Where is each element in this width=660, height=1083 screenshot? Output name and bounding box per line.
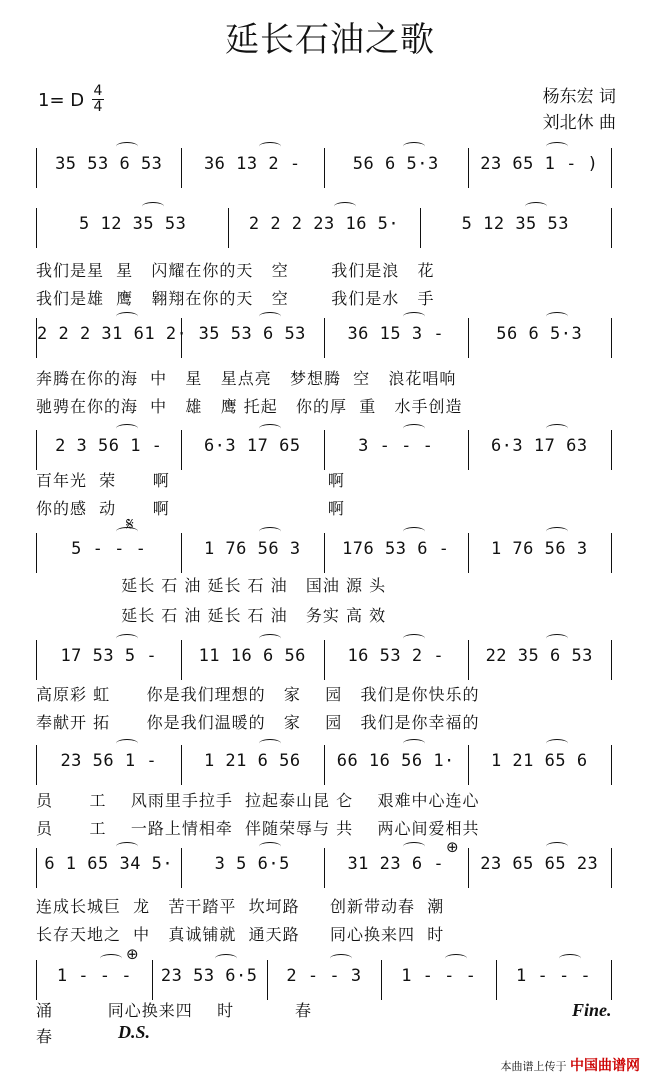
barline bbox=[181, 848, 182, 888]
staff-system-3 bbox=[36, 318, 612, 358]
lyricist-credit: 杨东宏 词 bbox=[542, 87, 616, 107]
lyrics-verse-2: 你的感 动 啊 啊 bbox=[36, 499, 345, 518]
measure: 5 - - - bbox=[71, 539, 147, 559]
lyrics-verse-2: 奉献开 拓 你是我们温暖的 家 园 我们是你幸福的 bbox=[36, 713, 480, 732]
barline bbox=[181, 533, 182, 573]
slur-arc bbox=[259, 739, 281, 748]
lyrics-verse-2: 员 工 一路上情相牵 伴随荣辱与 共 两心间爱相共 bbox=[36, 819, 480, 838]
measure: 66 16 56 1· bbox=[336, 751, 455, 771]
key-signature: 1= D bbox=[38, 90, 85, 111]
measure: 36 13 2 - bbox=[203, 154, 301, 174]
composer-credit: 刘北休 曲 bbox=[542, 113, 616, 133]
coda-mark-2: ⊕ bbox=[126, 945, 139, 963]
measure: 1 - - - bbox=[56, 966, 132, 986]
lyrics-verse-2: 春 bbox=[36, 1027, 54, 1046]
measure: 2 2 2 31 61 2· bbox=[37, 324, 188, 344]
measure: 5 12 35 53 bbox=[461, 214, 569, 234]
staff-system-2 bbox=[36, 208, 612, 248]
measure: 23 56 1 - bbox=[60, 751, 158, 771]
slur-arc bbox=[546, 312, 568, 321]
measure: 1 - - - bbox=[516, 966, 592, 986]
slur-arc bbox=[116, 142, 138, 151]
measure: 35 53 6 53 bbox=[55, 154, 163, 174]
barline bbox=[324, 745, 325, 785]
barline bbox=[468, 848, 469, 888]
staff-system-9 bbox=[36, 960, 612, 1000]
staff-system-4 bbox=[36, 430, 612, 470]
barline bbox=[324, 148, 325, 188]
slur-arc bbox=[116, 424, 138, 433]
footer bbox=[501, 1055, 641, 1075]
barline bbox=[228, 208, 229, 248]
slur-arc bbox=[403, 739, 425, 748]
measure: 6·3 17 63 bbox=[490, 436, 588, 456]
footer-brand[interactable]: 中国曲谱网 bbox=[570, 1058, 640, 1074]
measure: 6·3 17 65 bbox=[203, 436, 301, 456]
barline bbox=[324, 318, 325, 358]
barline bbox=[181, 640, 182, 680]
barline bbox=[468, 148, 469, 188]
barline bbox=[181, 430, 182, 470]
time-signature bbox=[92, 84, 104, 115]
lyrics-verse-1: 涌 同心换来四 时 春 bbox=[36, 1001, 312, 1020]
measure: 1 76 56 3 bbox=[203, 539, 301, 559]
slur-arc bbox=[546, 142, 568, 151]
coda-mark: ⊕ bbox=[446, 838, 459, 856]
lyrics-verse-1: 奔腾在你的海 中 星 星点亮 梦想腾 空 浪花唱响 bbox=[36, 369, 457, 388]
barline bbox=[381, 960, 382, 1000]
time-top: 4 bbox=[93, 83, 103, 99]
barline bbox=[468, 533, 469, 573]
lyrics-verse-1: 我们是星 星 闪耀在你的天 空 我们是浪 花 bbox=[36, 261, 435, 280]
measure: 16 53 2 - bbox=[347, 646, 445, 666]
measure: 22 35 6 53 bbox=[485, 646, 593, 666]
slur-arc bbox=[259, 527, 281, 536]
barline bbox=[324, 430, 325, 470]
slur-arc bbox=[546, 842, 568, 851]
measure: 23 65 65 23 bbox=[480, 854, 599, 874]
slur-arc bbox=[546, 634, 568, 643]
slur-arc bbox=[100, 954, 122, 963]
measure: 2 3 56 1 - bbox=[55, 436, 163, 456]
slur-arc bbox=[403, 142, 425, 151]
barline bbox=[420, 208, 421, 248]
lyrics-verse-1: 延长 石 油 延长 石 油 国油 源 头 bbox=[36, 576, 387, 595]
slur-arc bbox=[403, 527, 425, 536]
slur-arc bbox=[546, 424, 568, 433]
slur-arc bbox=[403, 424, 425, 433]
lyrics-verse-1: 高原彩 虹 你是我们理想的 家 园 我们是你快乐的 bbox=[36, 685, 480, 704]
slur-arc bbox=[330, 954, 352, 963]
ds-marking: D.S. bbox=[118, 1022, 151, 1042]
barline bbox=[468, 640, 469, 680]
measure: 1 76 56 3 bbox=[490, 539, 588, 559]
slur-arc bbox=[215, 954, 237, 963]
staff-system-5 bbox=[36, 533, 612, 573]
measure: 5 12 35 53 bbox=[78, 214, 187, 234]
slur-arc bbox=[403, 634, 425, 643]
measure: 35 53 6 53 bbox=[198, 324, 306, 344]
slur-arc bbox=[403, 842, 425, 851]
measure: 23 53 6·5 bbox=[160, 966, 258, 986]
measure: 31 23 6 - bbox=[347, 854, 445, 874]
barline bbox=[468, 745, 469, 785]
barline bbox=[181, 318, 182, 358]
measure: 3 5 6·5 bbox=[214, 854, 290, 874]
fine-marking: Fine. bbox=[572, 1000, 612, 1020]
measure: 2 - - 3 bbox=[286, 966, 362, 986]
barline bbox=[468, 430, 469, 470]
measure: 56 6 5·3 bbox=[496, 324, 583, 344]
slur-arc bbox=[259, 842, 281, 851]
slur-arc bbox=[142, 202, 164, 211]
footer-prefix: 本曲谱上传于 bbox=[500, 1060, 567, 1073]
slur-arc bbox=[116, 739, 138, 748]
measure: 17 53 5 - bbox=[60, 646, 158, 666]
page-title: 延长石油之歌 bbox=[225, 20, 435, 60]
lyrics-verse-2: 我们是雄 鹰 翱翔在你的天 空 我们是水 手 bbox=[36, 289, 435, 308]
slur-arc bbox=[559, 954, 581, 963]
barline bbox=[181, 745, 182, 785]
slur-arc bbox=[525, 202, 547, 211]
lyrics-verse-1: 员 工 风雨里手拉手 拉起泰山昆 仑 艰难中心连心 bbox=[36, 791, 480, 810]
segno-mark: 𝄋 bbox=[126, 514, 134, 535]
staff-system-8 bbox=[36, 848, 612, 888]
measure: 11 16 6 56 bbox=[198, 646, 306, 666]
measure: 1 21 6 56 bbox=[203, 751, 301, 771]
measure: 23 65 1 - ) bbox=[480, 154, 599, 174]
barline bbox=[324, 533, 325, 573]
time-bottom: 4 bbox=[93, 99, 103, 115]
measure: 176 53 6 - bbox=[342, 539, 450, 559]
slur-arc bbox=[116, 312, 138, 321]
lyrics-verse-1: 百年光 荣 啊 啊 bbox=[36, 471, 345, 490]
slur-arc bbox=[259, 142, 281, 151]
measure: 2 2 2 23 16 5· bbox=[248, 214, 400, 234]
lyrics-verse-1: 连成长城巨 龙 苦干踏平 坎坷路 创新带动春 潮 bbox=[36, 897, 445, 916]
slur-arc bbox=[546, 527, 568, 536]
staff-system-1 bbox=[36, 148, 612, 188]
barline bbox=[496, 960, 497, 1000]
measure: 36 15 3 - bbox=[347, 324, 445, 344]
lyrics-verse-2: 长存天地之 中 真诚铺就 通天路 同心换来四 时 bbox=[36, 925, 445, 944]
lyrics-verse-2: 驰骋在你的海 中 雄 鹰 托起 你的厚 重 水手创造 bbox=[36, 397, 463, 416]
staff-system-7 bbox=[36, 745, 612, 785]
slur-arc bbox=[403, 312, 425, 321]
staff-system-6 bbox=[36, 640, 612, 680]
slur-arc bbox=[259, 424, 281, 433]
barline bbox=[324, 640, 325, 680]
slur-arc bbox=[116, 842, 138, 851]
barline bbox=[181, 148, 182, 188]
slur-arc bbox=[445, 954, 467, 963]
slur-arc bbox=[116, 634, 138, 643]
measure: 3 - - - bbox=[358, 436, 434, 456]
measure: 1 - - - bbox=[401, 966, 477, 986]
lyrics-verse-2: 延长 石 油 延长 石 油 务实 高 效 bbox=[36, 606, 387, 625]
barline bbox=[468, 318, 469, 358]
barline bbox=[152, 960, 153, 1000]
barline bbox=[324, 848, 325, 888]
barline bbox=[267, 960, 268, 1000]
slur-arc bbox=[259, 634, 281, 643]
slur-arc bbox=[259, 312, 281, 321]
measure: 1 21 65 6 bbox=[490, 751, 588, 771]
measure: 56 6 5·3 bbox=[352, 154, 439, 174]
measure: 6 1 65 34 5· bbox=[44, 854, 174, 874]
slur-arc bbox=[546, 739, 568, 748]
slur-arc bbox=[334, 202, 356, 211]
